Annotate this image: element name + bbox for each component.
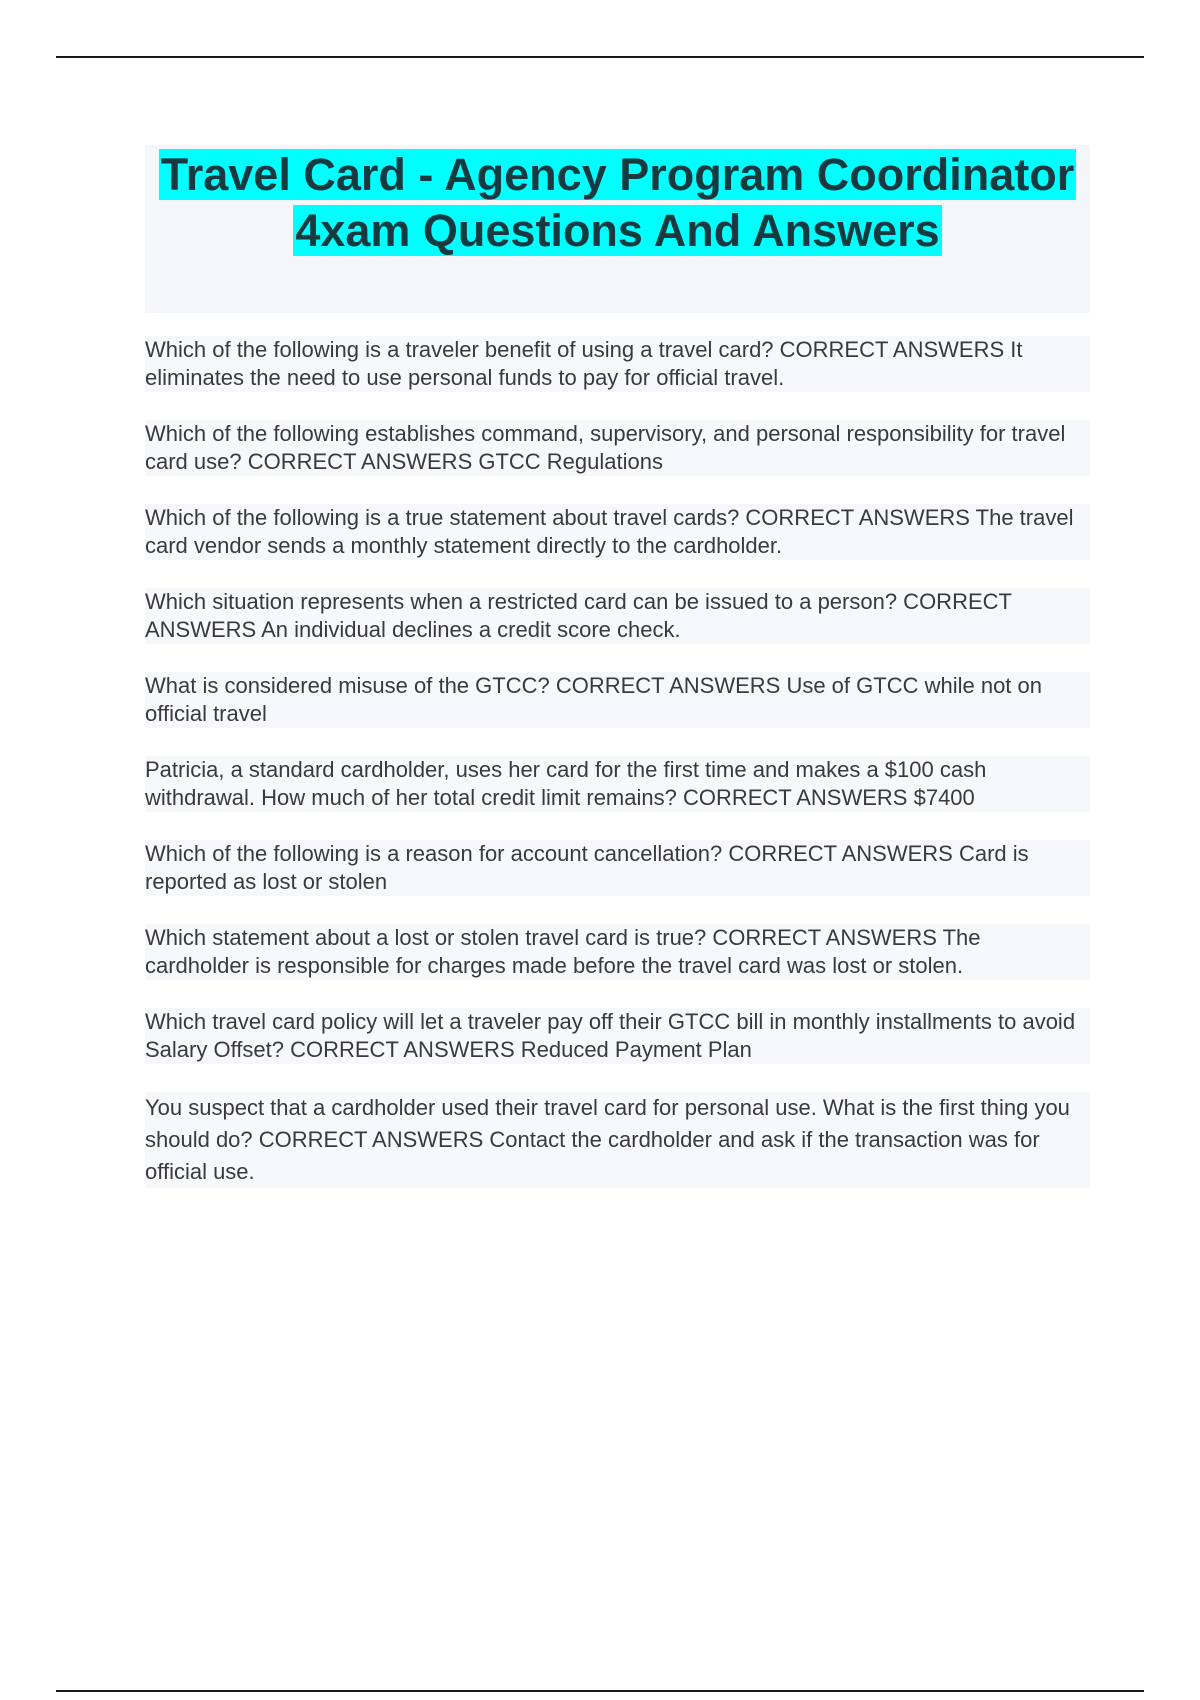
qa-list <box>145 336 1090 1216</box>
qa-item: Which statement about a lost or stolen travel card is true? CORRECT ANSWERS The cardholder is responsible for charges made before the travel card was lost or stolen. <box>145 924 1090 980</box>
qa-item: Which travel card policy will let a traveler pay off their GTCC bill in monthly installments to avoid Salary Offset? CORRECT ANSWERS Reduced Payment Plan <box>145 1008 1090 1064</box>
title-block <box>145 145 1090 313</box>
qa-item: What is considered misuse of the GTCC? CORRECT ANSWERS Use of GTCC while not on official travel <box>145 672 1090 728</box>
qa-item: Which of the following establishes command, supervisory, and personal responsibility for travel card use? CORRECT ANSWERS GTCC Regulations <box>145 420 1090 476</box>
page-title-text: Travel Card - Agency Program Coordinator 4xam Questions And Answers <box>160 149 1075 256</box>
qa-item: Which of the following is a reason for account cancellation? CORRECT ANSWERS Card is reported as lost or stolen <box>145 840 1090 896</box>
qa-item: Patricia, a standard cardholder, uses her card for the first time and makes a $100 cash withdrawal. How much of her total credit limit remains? CORRECT ANSWERS $7400 <box>145 756 1090 812</box>
top-divider <box>56 56 1144 58</box>
qa-item: Which of the following is a true statement about travel cards? CORRECT ANSWERS The travel card vendor sends a monthly statement directly to the cardholder. <box>145 504 1090 560</box>
page-title <box>145 147 1090 259</box>
qa-item: You suspect that a cardholder used their travel card for personal use. What is the first thing you should do? CORRECT ANSWERS Contact the cardholder and ask if the transaction was for official use. <box>145 1092 1090 1188</box>
qa-item: Which of the following is a traveler benefit of using a travel card? CORRECT ANSWERS It eliminates the need to use personal funds to pay for official travel. <box>145 336 1090 392</box>
bottom-divider <box>56 1690 1144 1692</box>
qa-item: Which situation represents when a restricted card can be issued to a person? CORRECT ANSWERS An individual declines a credit score check. <box>145 588 1090 644</box>
